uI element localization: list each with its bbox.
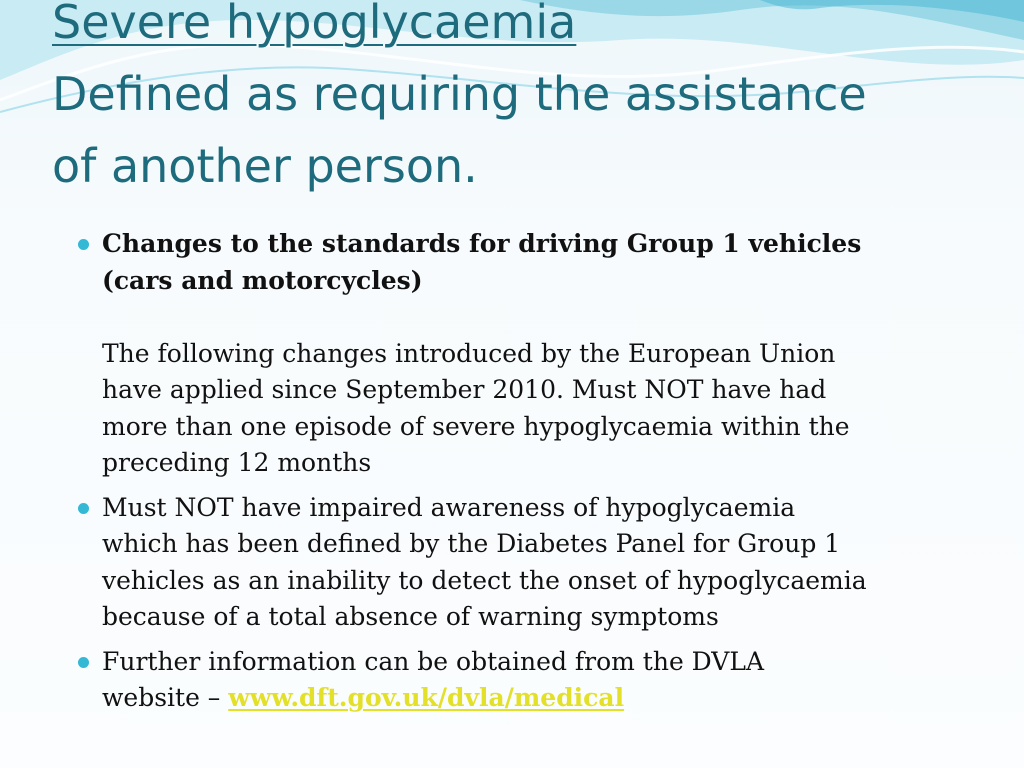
bullet-dot-icon bbox=[78, 503, 89, 514]
bullet-text-line-3: vehicles as an inability to detect the onset of hypoglycaemia bbox=[102, 565, 867, 595]
dvla-medical-link[interactable]: www.dft.gov.uk/dvla/medical bbox=[228, 683, 625, 712]
bullet-item-further-info bbox=[76, 644, 996, 717]
bullet-dot-icon bbox=[78, 657, 89, 668]
bullet-body-line-1: The following changes introduced by the European Union bbox=[102, 338, 836, 368]
bullet-heading-line-1: Changes to the standards for driving Group 1 vehicles bbox=[102, 229, 862, 258]
bullet-list bbox=[76, 226, 996, 725]
title-line-2: Defined as requiring the assistance bbox=[52, 67, 867, 121]
bullet-text-line-1: Further information can be obtained from the DVLA bbox=[102, 646, 764, 676]
paragraph-spacer bbox=[102, 299, 996, 336]
bullet-text-line-2 bbox=[102, 680, 996, 717]
bullet-text-line-4: because of a total absence of warning symptoms bbox=[102, 602, 719, 631]
title-line-3: of another person. bbox=[52, 139, 478, 193]
slide-title bbox=[52, 0, 992, 202]
bullet-text-line-1: Must NOT have impaired awareness of hypoglycaemia bbox=[102, 492, 796, 522]
bullet-body-line-3: more than one episode of severe hypoglycaemia within the bbox=[102, 411, 850, 441]
bullet-body-line-4: preceding 12 months bbox=[102, 448, 372, 477]
bullet-heading-line-2: (cars and motorcycles) bbox=[102, 265, 423, 295]
bullet-text-line-2: which has been defined by the Diabetes Panel for Group 1 bbox=[102, 529, 841, 558]
bullet-body-line-2: have applied since September 2010. Must NOT have had bbox=[102, 375, 827, 404]
website-prefix: website – bbox=[102, 683, 229, 712]
bullet-dot-icon bbox=[78, 239, 89, 250]
bullet-item-standards bbox=[76, 226, 996, 482]
bullet-item-awareness bbox=[76, 490, 996, 636]
title-line-1: Severe hypoglycaemia bbox=[52, 0, 577, 49]
